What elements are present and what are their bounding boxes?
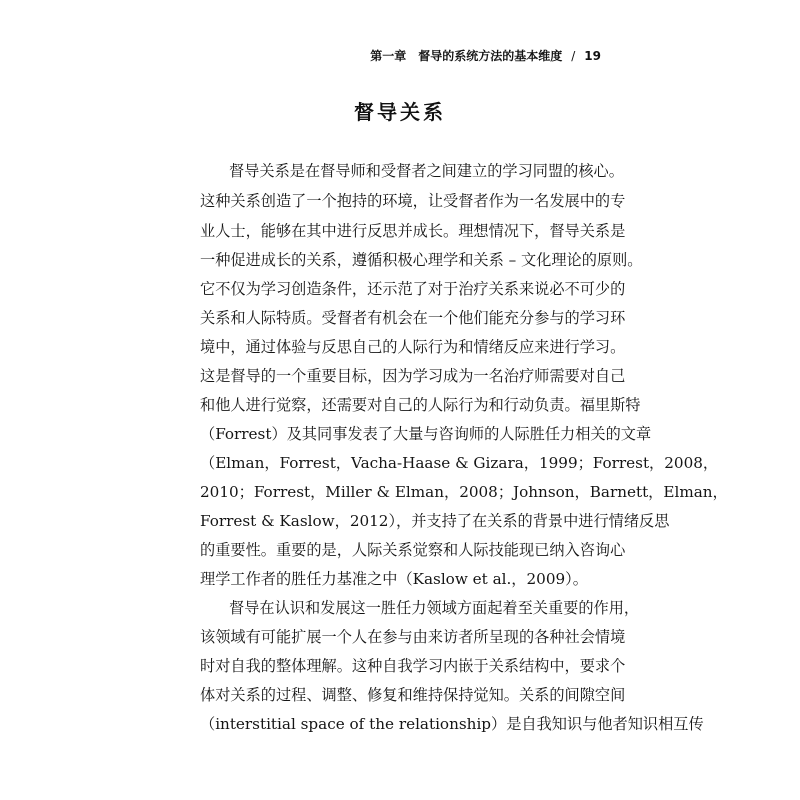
section-title: 督导关系 — [354, 100, 446, 124]
text-line: 体对关系的过程、调整、修复和维持保持觉知。关系的间隙空间 — [200, 686, 626, 704]
text-line: （Elman，Forrest，Vacha-Haase & Gizara，1999；Forrest，2008， — [200, 454, 719, 472]
header-separator: / — [571, 49, 576, 63]
page-number: 19 — [584, 49, 601, 63]
text-line: 理学工作者的胜任力基准之中（Kaslow et al.，2009）。 — [200, 570, 588, 588]
running-header — [370, 47, 601, 64]
text-line: 关系和人际特质。受督者有机会在一个他们能充分参与的学习环 — [200, 309, 626, 327]
text-line: 这种关系创造了一个抱持的环境，让受督者作为一名发展中的专 — [200, 192, 626, 210]
text-line: 一种促进成长的关系，遵循积极心理学和关系 – 文化理论的原则。 — [200, 251, 643, 269]
text-line: 时对自我的整体理解。这种自我学习内嵌于关系结构中，要求个 — [200, 657, 626, 675]
text-line: 2010；Forrest，Miller & Elman，2008；Johnson，Barnett，Elman， — [200, 483, 728, 501]
text-line: 的重要性。重要的是，人际关系觉察和人际技能现已纳入咨询心 — [200, 541, 626, 559]
text-line: 督导在认识和发展这一胜任力领域方面起着至关重要的作用， — [229, 599, 640, 617]
text-line: 这是督导的一个重要目标，因为学习成为一名治疗师需要对自己 — [200, 367, 626, 385]
text-line: 业人士，能够在其中进行反思并成长。理想情况下，督导关系是 — [200, 222, 626, 240]
text-line: 它不仅为学习创造条件，还示范了对于治疗关系来说必不可少的 — [200, 280, 626, 298]
text-line: 该领域有可能扩展一个人在参与由来访者所呈现的各种社会情境 — [200, 628, 626, 646]
text-line: Forrest & Kaslow，2012），并支持了在关系的背景中进行情绪反思 — [200, 512, 670, 530]
chapter-title: 第一章 督导的系统方法的基本维度 — [370, 49, 563, 63]
text-line: 和他人进行觉察，还需要对自己的人际行为和行动负责。福里斯特 — [200, 396, 641, 414]
text-line: 督导关系是在督导师和受督者之间建立的学习同盟的核心。 — [229, 162, 624, 180]
text-line: （Forrest）及其同事发表了大量与咨询师的人际胜任力相关的文章 — [200, 425, 652, 443]
text-line: （interstitial space of the relationship）是自我知识与他者知识相互传 — [200, 715, 704, 733]
text-line: 境中，通过体验与反思自己的人际行为和情绪反应来进行学习。 — [200, 338, 626, 356]
